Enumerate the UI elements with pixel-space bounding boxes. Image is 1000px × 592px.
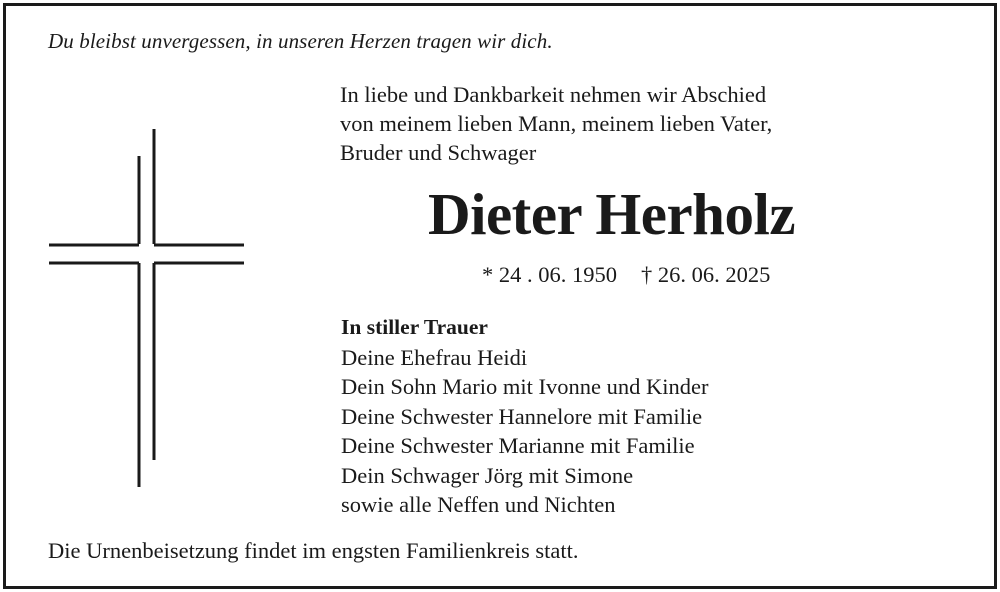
intro-line: Bruder und Schwager xyxy=(340,140,537,165)
intro-text xyxy=(340,80,772,167)
death-date: † 26. 06. 2025 xyxy=(641,262,771,287)
mourning-heading: In stiller Trauer xyxy=(341,315,488,339)
motto: Du bleibst unvergessen, in unseren Herzen tragen wir dich. xyxy=(48,29,553,53)
outline-cross-icon xyxy=(46,126,248,490)
mourner-line: sowie alle Neffen und Nichten xyxy=(341,492,616,517)
life-dates xyxy=(482,262,770,288)
mourner-line: Deine Schwester Marianne mit Familie xyxy=(341,433,695,458)
intro-line: von meinem lieben Mann, meinem lieben Vater, xyxy=(340,111,773,136)
mourners-list xyxy=(341,313,708,520)
mourner-line: Deine Schwester Hannelore mit Familie xyxy=(341,403,703,429)
mourner-line: Deine Ehefrau Heidi xyxy=(341,344,528,370)
mourner-line: Dein Sohn Mario mit Ivonne und Kinder xyxy=(341,374,709,399)
mourner-line: Dein Schwager Jörg mit Simone xyxy=(341,462,634,488)
deceased-name: Dieter Herholz xyxy=(428,181,796,247)
birth-date: * 24 . 06. 1950 xyxy=(482,262,617,287)
intro-line: In liebe und Dankbarkeit nehmen wir Abschied xyxy=(340,82,767,107)
funeral-note: Die Urnenbeisetzung findet im engsten Familienkreis statt. xyxy=(48,538,579,563)
